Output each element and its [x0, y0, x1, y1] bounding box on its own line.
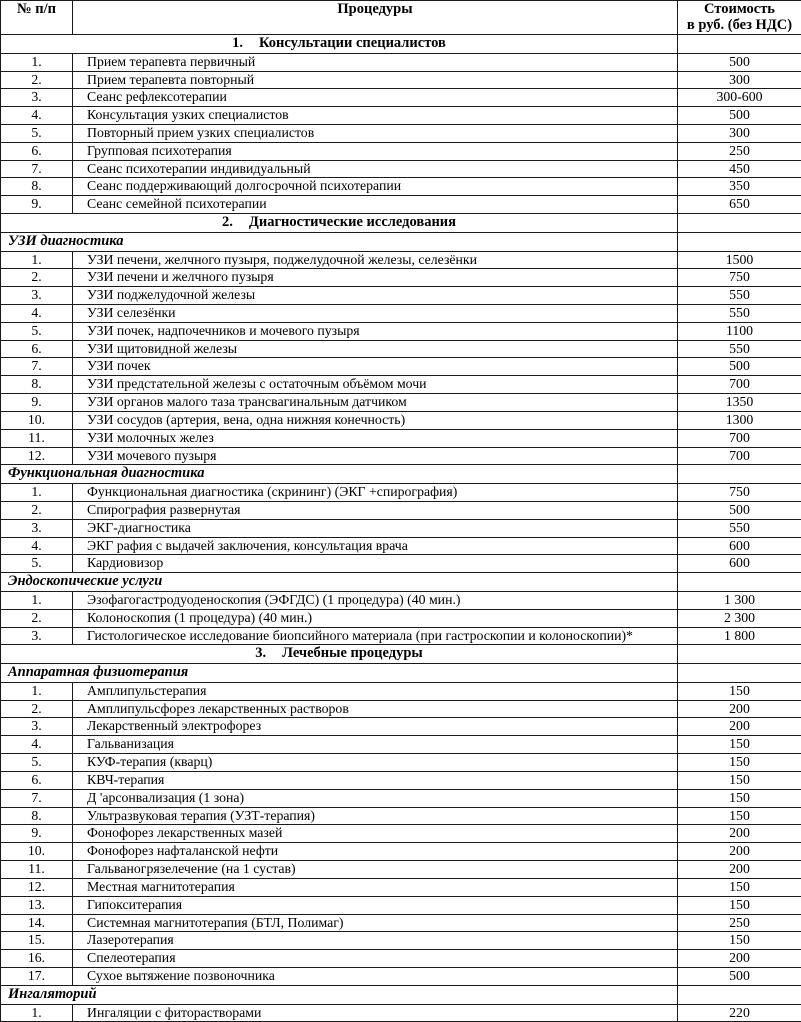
item-price: 1 300	[678, 591, 801, 609]
item-number: 1.	[1, 682, 73, 700]
item-number: 17.	[1, 968, 73, 986]
item-row	[1, 537, 801, 555]
item-name: УЗИ сосудов (артерия, вена, одна нижняя конечность)	[73, 411, 678, 429]
item-number: 3.	[1, 287, 73, 305]
item-number: 10.	[1, 843, 73, 861]
item-name: Сеанс психотерапии индивидуальный	[73, 160, 678, 178]
subsection-row	[1, 985, 801, 1004]
item-price: 150	[678, 754, 801, 772]
item-name: Кардиовизор	[73, 555, 678, 573]
item-name: Фонофорез лекарственных мазей	[73, 825, 678, 843]
subsection-row	[1, 664, 801, 683]
item-price: 200	[678, 700, 801, 718]
item-price: 350	[678, 178, 801, 196]
section-number: 2.	[222, 214, 233, 230]
item-name: Д 'арсонвализация (1 зона)	[73, 789, 678, 807]
item-row	[1, 269, 801, 287]
item-price: 200	[678, 843, 801, 861]
item-row	[1, 555, 801, 573]
item-price: 650	[678, 196, 801, 214]
item-name: Местная магнитотерапия	[73, 878, 678, 896]
item-name: УЗИ молочных желез	[73, 429, 678, 447]
item-row	[1, 305, 801, 323]
item-number: 2.	[1, 269, 73, 287]
item-row	[1, 914, 801, 932]
item-row	[1, 340, 801, 358]
item-row	[1, 807, 801, 825]
item-price: 250	[678, 142, 801, 160]
item-name: Прием терапевта повторный	[73, 71, 678, 89]
column-header-num: № п/п	[1, 1, 73, 35]
section-number: 3.	[255, 645, 266, 661]
item-price: 500	[678, 358, 801, 376]
item-price: 150	[678, 682, 801, 700]
item-price: 200	[678, 825, 801, 843]
item-price: 700	[678, 429, 801, 447]
item-name: УЗИ щитовидной железы	[73, 340, 678, 358]
section-title	[1, 214, 678, 233]
item-name: КУФ-терапия (кварц)	[73, 754, 678, 772]
item-price: 1350	[678, 394, 801, 412]
item-number: 5.	[1, 322, 73, 340]
item-row	[1, 682, 801, 700]
item-name: Сеанс поддерживающий долгосрочной психотерапии	[73, 178, 678, 196]
item-row	[1, 358, 801, 376]
item-number: 4.	[1, 107, 73, 125]
item-row	[1, 53, 801, 71]
item-number: 11.	[1, 429, 73, 447]
item-number: 14.	[1, 914, 73, 932]
item-row	[1, 501, 801, 519]
item-price: 500	[678, 968, 801, 986]
item-price: 550	[678, 519, 801, 537]
item-number: 2.	[1, 609, 73, 627]
item-number: 6.	[1, 142, 73, 160]
item-row	[1, 627, 801, 645]
item-number: 2.	[1, 501, 73, 519]
column-header-price-line1: Стоимость	[678, 1, 801, 17]
item-price: 200	[678, 718, 801, 736]
subsection-row	[1, 465, 801, 484]
price-table-body	[1, 35, 801, 1022]
item-row	[1, 196, 801, 214]
item-name: УЗИ мочевого пузыря	[73, 447, 678, 465]
item-price: 1 800	[678, 627, 801, 645]
item-number: 16.	[1, 950, 73, 968]
item-price: 1100	[678, 322, 801, 340]
subsection-row	[1, 232, 801, 251]
item-number: 6.	[1, 771, 73, 789]
item-number: 9.	[1, 394, 73, 412]
item-number: 3.	[1, 627, 73, 645]
item-row	[1, 718, 801, 736]
item-name: КВЧ-терапия	[73, 771, 678, 789]
item-number: 12.	[1, 447, 73, 465]
item-number: 1.	[1, 251, 73, 269]
item-row	[1, 376, 801, 394]
item-price: 500	[678, 107, 801, 125]
item-row	[1, 736, 801, 754]
subsection-title: Эндоскопические услуги	[1, 573, 678, 592]
item-name: УЗИ почек, надпочечников и мочевого пузыря	[73, 322, 678, 340]
item-price: 150	[678, 932, 801, 950]
item-price: 300	[678, 71, 801, 89]
item-number: 1.	[1, 1004, 73, 1022]
item-price: 150	[678, 789, 801, 807]
item-price: 500	[678, 501, 801, 519]
price-cell-empty	[678, 214, 801, 233]
item-row	[1, 609, 801, 627]
item-name: Эзофагогастродуоденоскопия (ЭФГДС) (1 процедура) (40 мин.)	[73, 591, 678, 609]
item-name: ЭКГ-диагностика	[73, 519, 678, 537]
item-row	[1, 771, 801, 789]
item-price: 200	[678, 950, 801, 968]
item-price: 1300	[678, 411, 801, 429]
item-name: УЗИ предстательной железы с остаточным объёмом мочи	[73, 376, 678, 394]
header-row	[1, 1, 801, 35]
item-row	[1, 251, 801, 269]
item-row	[1, 591, 801, 609]
subsection-title: Функциональная диагностика	[1, 465, 678, 484]
item-row	[1, 411, 801, 429]
item-name: Гипокситерапия	[73, 896, 678, 914]
item-number: 10.	[1, 411, 73, 429]
subsection-row	[1, 573, 801, 592]
price-cell-empty	[678, 35, 801, 54]
item-row	[1, 142, 801, 160]
item-row	[1, 160, 801, 178]
item-number: 13.	[1, 896, 73, 914]
item-name: Сеанс рефлексотерапии	[73, 89, 678, 107]
section-title-text: Консультации специалистов	[259, 35, 446, 51]
item-number: 1.	[1, 53, 73, 71]
subsection-title: Ингаляторий	[1, 985, 678, 1004]
item-price: 600	[678, 555, 801, 573]
item-row	[1, 861, 801, 879]
item-number: 8.	[1, 178, 73, 196]
item-name: Сеанс семейной психотерапии	[73, 196, 678, 214]
item-number: 15.	[1, 932, 73, 950]
item-row	[1, 519, 801, 537]
item-price: 700	[678, 447, 801, 465]
item-price: 300	[678, 125, 801, 143]
item-row	[1, 789, 801, 807]
item-row	[1, 754, 801, 772]
item-number: 3.	[1, 718, 73, 736]
item-price: 550	[678, 287, 801, 305]
section-title	[1, 645, 678, 664]
item-name: УЗИ печени, желчного пузыря, поджелудочной железы, селезёнки	[73, 251, 678, 269]
item-number: 3.	[1, 519, 73, 537]
item-row	[1, 896, 801, 914]
item-price: 150	[678, 807, 801, 825]
item-row	[1, 932, 801, 950]
item-name: Повторный прием узких специалистов	[73, 125, 678, 143]
item-number: 5.	[1, 754, 73, 772]
item-number: 9.	[1, 196, 73, 214]
item-number: 1.	[1, 591, 73, 609]
item-name: Системная магнитотерапия (БТЛ, Полимаг)	[73, 914, 678, 932]
item-price: 2 300	[678, 609, 801, 627]
column-header-price	[678, 1, 801, 35]
price-cell-empty	[678, 232, 801, 251]
item-name: УЗИ органов малого таза трансвагинальным датчиком	[73, 394, 678, 412]
item-row	[1, 125, 801, 143]
item-name: Прием терапевта первичный	[73, 53, 678, 71]
item-name: Амплипульсфорез лекарственных растворов	[73, 700, 678, 718]
item-row	[1, 429, 801, 447]
item-price: 500	[678, 53, 801, 71]
item-name: Консультация узких специалистов	[73, 107, 678, 125]
item-name: Гистологическое исследование биопсийного материала (при гастроскопии и колоноскопии)*	[73, 627, 678, 645]
item-row	[1, 447, 801, 465]
item-price: 150	[678, 771, 801, 789]
item-row	[1, 825, 801, 843]
item-row	[1, 287, 801, 305]
item-row	[1, 178, 801, 196]
subsection-title: УЗИ диагностика	[1, 232, 678, 251]
item-number: 5.	[1, 125, 73, 143]
item-row	[1, 89, 801, 107]
item-price: 450	[678, 160, 801, 178]
item-row	[1, 394, 801, 412]
item-row	[1, 107, 801, 125]
item-number: 5.	[1, 555, 73, 573]
section-title-text: Диагностические исследования	[249, 214, 456, 230]
item-price: 220	[678, 1004, 801, 1022]
item-number: 3.	[1, 89, 73, 107]
item-price: 550	[678, 305, 801, 323]
item-name: УЗИ печени и желчного пузыря	[73, 269, 678, 287]
item-name: УЗИ селезёнки	[73, 305, 678, 323]
item-number: 2.	[1, 71, 73, 89]
item-number: 1.	[1, 484, 73, 502]
item-number: 8.	[1, 807, 73, 825]
section-number: 1.	[232, 35, 243, 51]
item-name: Фонофорез нафталанской нефти	[73, 843, 678, 861]
item-price: 600	[678, 537, 801, 555]
item-name: Амплипульстерапия	[73, 682, 678, 700]
section-title-text: Лечебные процедуры	[282, 645, 423, 661]
item-row	[1, 484, 801, 502]
subsection-title: Аппаратная физиотерапия	[1, 664, 678, 683]
item-price: 200	[678, 861, 801, 879]
item-name: Гальванизация	[73, 736, 678, 754]
item-price: 700	[678, 376, 801, 394]
item-name: Колоноскопия (1 процедура) (40 мин.)	[73, 609, 678, 627]
item-price: 1500	[678, 251, 801, 269]
item-row	[1, 968, 801, 986]
item-number: 8.	[1, 376, 73, 394]
item-price: 150	[678, 736, 801, 754]
section-row	[1, 35, 801, 54]
item-name: УЗИ поджелудочной железы	[73, 287, 678, 305]
price-cell-empty	[678, 465, 801, 484]
section-title	[1, 35, 678, 54]
item-row	[1, 700, 801, 718]
item-name: Функциональная диагностика (скрининг) (ЭКГ +спирография)	[73, 484, 678, 502]
item-row	[1, 322, 801, 340]
item-row	[1, 1004, 801, 1022]
item-price: 150	[678, 896, 801, 914]
item-name: Ультразвуковая терапия (УЗТ-терапия)	[73, 807, 678, 825]
price-cell-empty	[678, 985, 801, 1004]
item-row	[1, 878, 801, 896]
item-name: Лазеротерапия	[73, 932, 678, 950]
item-number: 12.	[1, 878, 73, 896]
item-price: 150	[678, 878, 801, 896]
item-number: 4.	[1, 736, 73, 754]
item-name: Гальваногрязелечение (на 1 сустав)	[73, 861, 678, 879]
item-name: ЭКГ рафия с выдачей заключения, консультация врача	[73, 537, 678, 555]
item-name: Лекарственный электрофорез	[73, 718, 678, 736]
price-cell-empty	[678, 664, 801, 683]
section-row	[1, 645, 801, 664]
item-name: Сухое вытяжение позвоночника	[73, 968, 678, 986]
item-number: 7.	[1, 358, 73, 376]
column-header-procedures: Процедуры	[73, 1, 678, 35]
item-row	[1, 950, 801, 968]
section-row	[1, 214, 801, 233]
item-price: 750	[678, 484, 801, 502]
item-number: 4.	[1, 305, 73, 323]
item-name: УЗИ почек	[73, 358, 678, 376]
item-price: 300-600	[678, 89, 801, 107]
item-row	[1, 843, 801, 861]
item-number: 7.	[1, 789, 73, 807]
price-cell-empty	[678, 573, 801, 592]
item-name: Групповая психотерапия	[73, 142, 678, 160]
item-name: Ингаляции с фиторастворами	[73, 1004, 678, 1022]
item-number: 11.	[1, 861, 73, 879]
item-price: 250	[678, 914, 801, 932]
item-row	[1, 71, 801, 89]
item-name: Спелеотерапия	[73, 950, 678, 968]
price-cell-empty	[678, 645, 801, 664]
column-header-price-line2: в руб. (без НДС)	[678, 17, 801, 33]
item-price: 750	[678, 269, 801, 287]
item-number: 9.	[1, 825, 73, 843]
item-number: 2.	[1, 700, 73, 718]
item-name: Спирография развернутая	[73, 501, 678, 519]
table-header	[1, 1, 801, 35]
item-price: 550	[678, 340, 801, 358]
item-number: 6.	[1, 340, 73, 358]
item-number: 7.	[1, 160, 73, 178]
item-number: 4.	[1, 537, 73, 555]
